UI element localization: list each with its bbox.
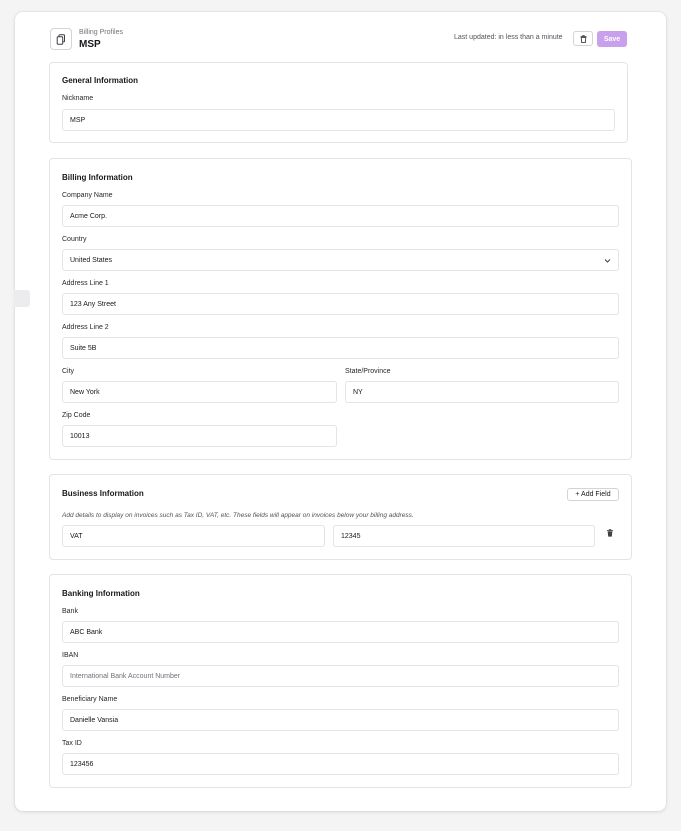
nickname-value: MSP xyxy=(70,116,86,124)
beneficiary-name-label: Beneficiary Name xyxy=(62,696,118,703)
business-hint-text: Add details to display on invoices such as Tax ID, VAT, etc. These fields will appear on invoices below your billing address. xyxy=(62,512,414,519)
business-field-key: VAT xyxy=(70,532,83,540)
nickname-label: Nickname xyxy=(62,95,94,102)
country-label: Country xyxy=(62,236,87,243)
city-input[interactable] xyxy=(62,381,337,403)
beneficiary-name-value: Danielle Vansia xyxy=(70,716,119,724)
business-field-value: 12345 xyxy=(341,532,361,540)
address-line-2-label: Address Line 2 xyxy=(62,324,109,331)
delete-profile-button[interactable] xyxy=(573,31,593,46)
state-province-label: State/Province xyxy=(345,368,391,375)
bank-value: ABC Bank xyxy=(70,628,103,636)
zip-code-value: 10013 xyxy=(70,432,90,440)
tax-id-input[interactable] xyxy=(62,753,619,775)
company-name-input[interactable] xyxy=(62,205,619,227)
last-updated-text: Last updated: in less than a minute xyxy=(454,34,563,41)
country-select[interactable] xyxy=(62,249,619,271)
company-name-value: Acme Corp. xyxy=(70,212,107,220)
trash-icon xyxy=(580,35,587,43)
section-title: Banking Information xyxy=(62,589,140,598)
tax-id-label: Tax ID xyxy=(62,740,82,747)
breadcrumb[interactable]: Billing Profiles xyxy=(79,29,123,36)
iban-label: IBAN xyxy=(62,652,79,659)
state-province-input[interactable] xyxy=(345,381,619,403)
company-name-label: Company Name xyxy=(62,192,113,199)
add-field-button[interactable]: + Add Field xyxy=(567,488,619,501)
city-value: New York xyxy=(70,388,100,396)
business-field-key-input[interactable] xyxy=(62,525,325,547)
bank-label: Bank xyxy=(62,608,78,615)
trash-icon[interactable] xyxy=(606,529,614,537)
section-title: Billing Information xyxy=(62,173,133,182)
address-line-2-input[interactable] xyxy=(62,337,619,359)
nickname-input[interactable] xyxy=(62,109,615,131)
state-province-value: NY xyxy=(353,388,363,396)
country-value: United States xyxy=(70,256,113,264)
address-line-2-value: Suite 5B xyxy=(70,344,97,352)
section-title: General Information xyxy=(62,76,139,85)
zip-code-label: Zip Code xyxy=(62,412,91,419)
bank-input[interactable] xyxy=(62,621,619,643)
page-title: MSP xyxy=(79,39,101,50)
beneficiary-name-input[interactable] xyxy=(62,709,619,731)
address-line-1-value: 123 Any Street xyxy=(70,300,116,308)
sidebar-toggle[interactable] xyxy=(14,290,30,307)
tax-id-value: 123456 xyxy=(70,760,94,768)
section-title: Business Information xyxy=(62,489,144,498)
iban-placeholder: International Bank Account Number xyxy=(70,672,181,680)
iban-input[interactable] xyxy=(62,665,619,687)
address-line-1-input[interactable] xyxy=(62,293,619,315)
business-field-value-input[interactable] xyxy=(333,525,595,547)
zip-code-input[interactable] xyxy=(62,425,337,447)
file-icon xyxy=(50,28,72,50)
chevron-down-icon xyxy=(604,257,611,264)
save-button[interactable]: Save xyxy=(597,31,627,47)
address-line-1-label: Address Line 1 xyxy=(62,280,109,287)
city-label: City xyxy=(62,368,75,375)
